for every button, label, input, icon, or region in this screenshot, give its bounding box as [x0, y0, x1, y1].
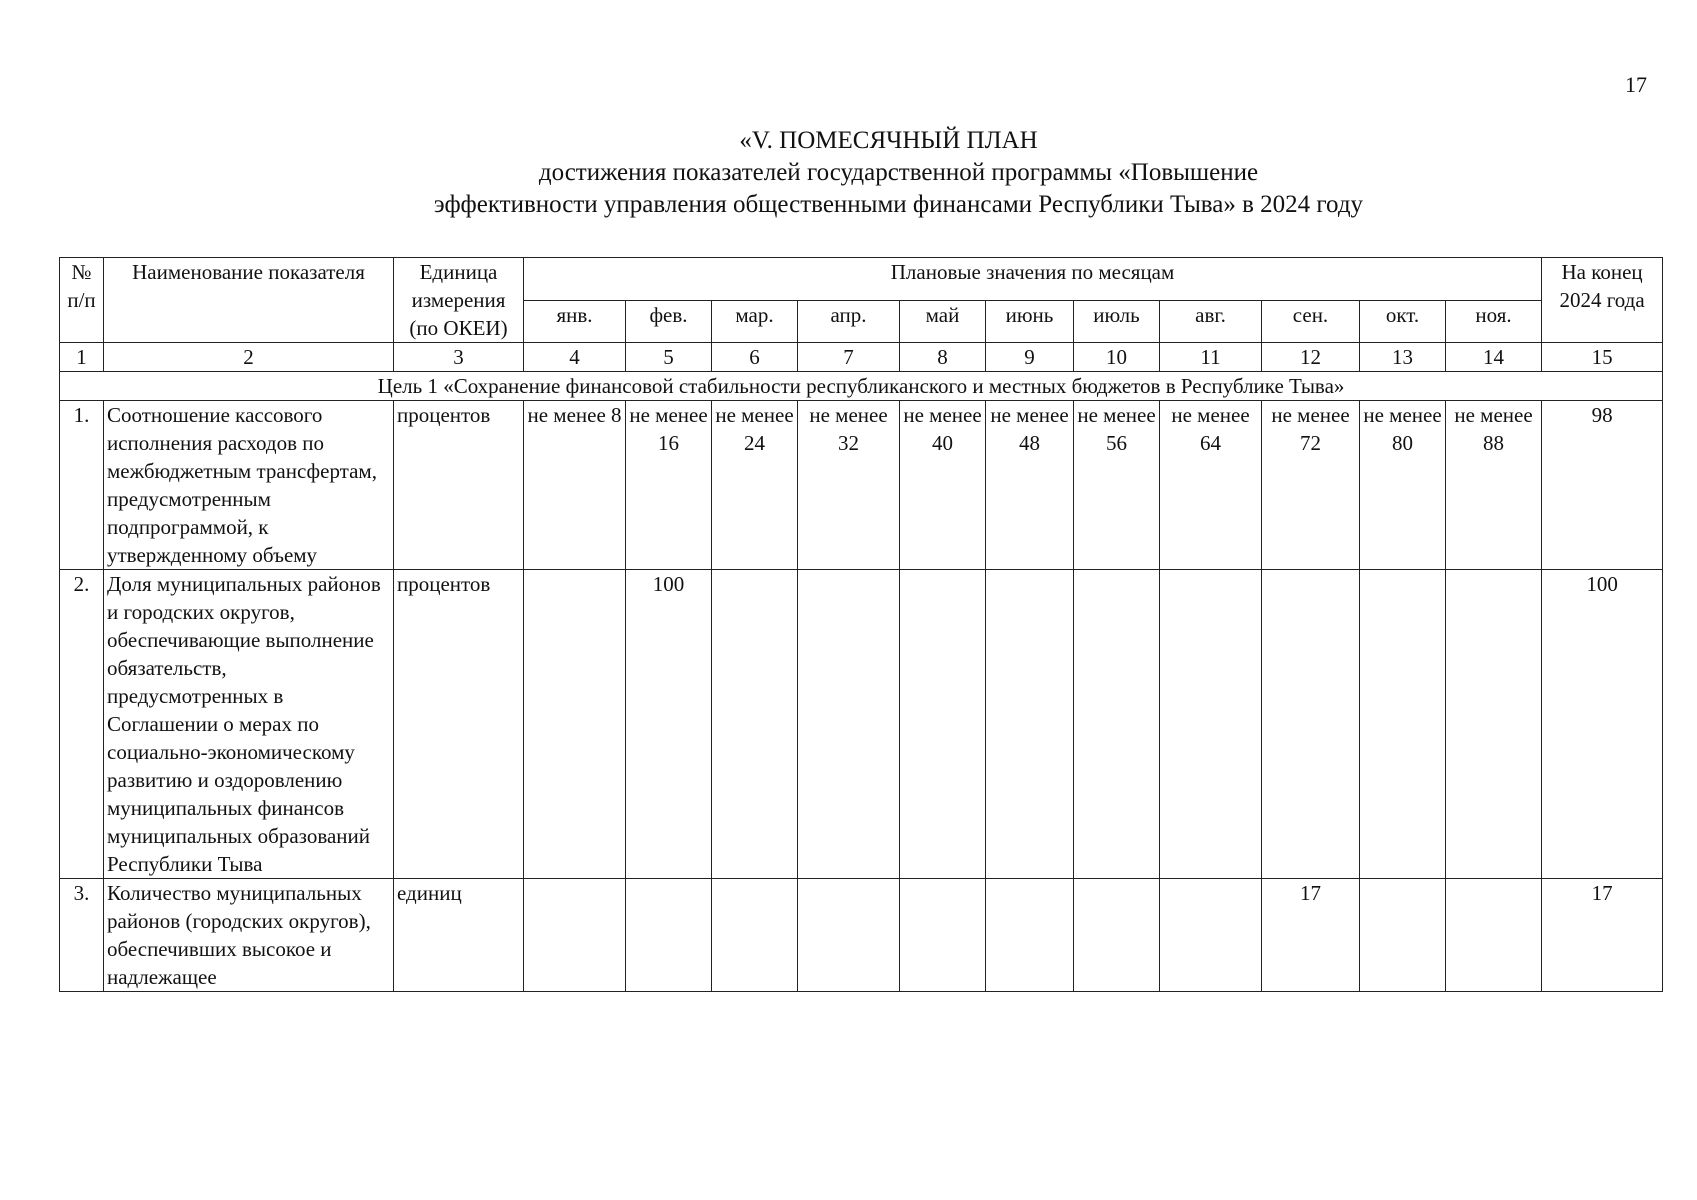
- month-value: [1360, 879, 1446, 992]
- month-value: [1160, 570, 1262, 879]
- month-value: не менее 8: [524, 401, 626, 570]
- month-value: [900, 879, 986, 992]
- month-value: не менее 80: [1360, 401, 1446, 570]
- row-num: 2.: [60, 570, 104, 879]
- month-value: [798, 879, 900, 992]
- month-value: [1446, 570, 1542, 879]
- month-value: [712, 570, 798, 879]
- column-number: 14: [1446, 343, 1542, 372]
- month-value: [524, 879, 626, 992]
- column-number: 6: [712, 343, 798, 372]
- table-row: [60, 570, 1663, 879]
- row-unit: процентов: [394, 401, 524, 570]
- row-num: 1.: [60, 401, 104, 570]
- row-name: Соотношение кассового исполнения расходов по межбюджетным трансфертам, предусмотренным подпрограммой, к утвержденному объему: [104, 401, 394, 570]
- month-value: 100: [626, 570, 712, 879]
- column-number: 3: [394, 343, 524, 372]
- header-month: май: [900, 300, 986, 343]
- table-row: [60, 879, 1663, 992]
- month-value: [1160, 879, 1262, 992]
- end-value: 17: [1542, 879, 1663, 992]
- goal-row: [60, 372, 1663, 401]
- month-value: не менее 56: [1074, 401, 1160, 570]
- month-value: [712, 879, 798, 992]
- header-month: янв.: [524, 300, 626, 343]
- monthly-plan-table: [59, 257, 1663, 992]
- title-line-1: «V. ПОМЕСЯЧНЫЙ ПЛАН: [739, 127, 1038, 154]
- column-number: 11: [1160, 343, 1262, 372]
- column-number: 12: [1262, 343, 1360, 372]
- month-value: [1074, 879, 1160, 992]
- title-line-3: эффективности управления общественными финансами Республики Тыва» в 2024 году: [433, 191, 1364, 218]
- header-month: июль: [1074, 300, 1160, 343]
- month-value: 17: [1262, 879, 1360, 992]
- page-number: 17: [1625, 72, 1647, 97]
- end-value: 100: [1542, 570, 1663, 879]
- column-number: 4: [524, 343, 626, 372]
- month-value: не менее 40: [900, 401, 986, 570]
- header-name: Наименование показателя: [104, 258, 394, 343]
- column-number: 1: [60, 343, 104, 372]
- month-value: не менее 72: [1262, 401, 1360, 570]
- month-value: [524, 570, 626, 879]
- table-row: [60, 401, 1663, 570]
- header-month: авг.: [1160, 300, 1262, 343]
- month-value: [900, 570, 986, 879]
- month-value: не менее 24: [712, 401, 798, 570]
- header-unit: Единица измерения (по ОКЕИ): [394, 258, 524, 343]
- row-name: Доля муниципальных районов и городских округов, обеспечивающие выполнение обязательств, предусмотренных в Соглашении о мерах по социально-экономическому развитию и оздоровлению муниципальных финансов муниципальных образований Республики Тыва: [104, 570, 394, 879]
- header-month: сен.: [1262, 300, 1360, 343]
- header-month: апр.: [798, 300, 900, 343]
- end-value: 98: [1542, 401, 1663, 570]
- month-value: не менее 16: [626, 401, 712, 570]
- month-value: [1360, 570, 1446, 879]
- month-value: не менее 88: [1446, 401, 1542, 570]
- column-number: 9: [986, 343, 1074, 372]
- month-value: [1262, 570, 1360, 879]
- column-number: 8: [900, 343, 986, 372]
- column-number: 2: [104, 343, 394, 372]
- month-value: [986, 879, 1074, 992]
- month-value: не менее 48: [986, 401, 1074, 570]
- month-value: не менее 32: [798, 401, 900, 570]
- header-end: На конец 2024 года: [1542, 258, 1663, 343]
- month-value: [1074, 570, 1160, 879]
- column-number: 5: [626, 343, 712, 372]
- header-month: июнь: [986, 300, 1074, 343]
- document-title: [0, 124, 1697, 221]
- column-number-row: [60, 343, 1663, 372]
- row-unit: единиц: [394, 879, 524, 992]
- column-number: 10: [1074, 343, 1160, 372]
- header-month: ноя.: [1446, 300, 1542, 343]
- row-num: 3.: [60, 879, 104, 992]
- month-value: [986, 570, 1074, 879]
- header-planned: Плановые значения по месяцам: [524, 258, 1542, 301]
- header-month: фев.: [626, 300, 712, 343]
- month-value: [798, 570, 900, 879]
- month-value: не менее 64: [1160, 401, 1262, 570]
- header-month: окт.: [1360, 300, 1446, 343]
- month-value: [626, 879, 712, 992]
- column-number: 15: [1542, 343, 1663, 372]
- header-month: мар.: [712, 300, 798, 343]
- month-value: [1446, 879, 1542, 992]
- column-number: 7: [798, 343, 900, 372]
- header-row-1: [60, 258, 1663, 301]
- column-number: 13: [1360, 343, 1446, 372]
- row-unit: процентов: [394, 570, 524, 879]
- goal-title: Цель 1 «Сохранение финансовой стабильности республиканского и местных бюджетов в Республике Тыва»: [60, 372, 1663, 401]
- row-name: Количество муниципальных районов (городских округов), обеспечивших высокое и надлежащее: [104, 879, 394, 992]
- title-line-2: достижения показателей государственной программы «Повышение: [538, 159, 1259, 186]
- header-num: № п/п: [60, 258, 104, 343]
